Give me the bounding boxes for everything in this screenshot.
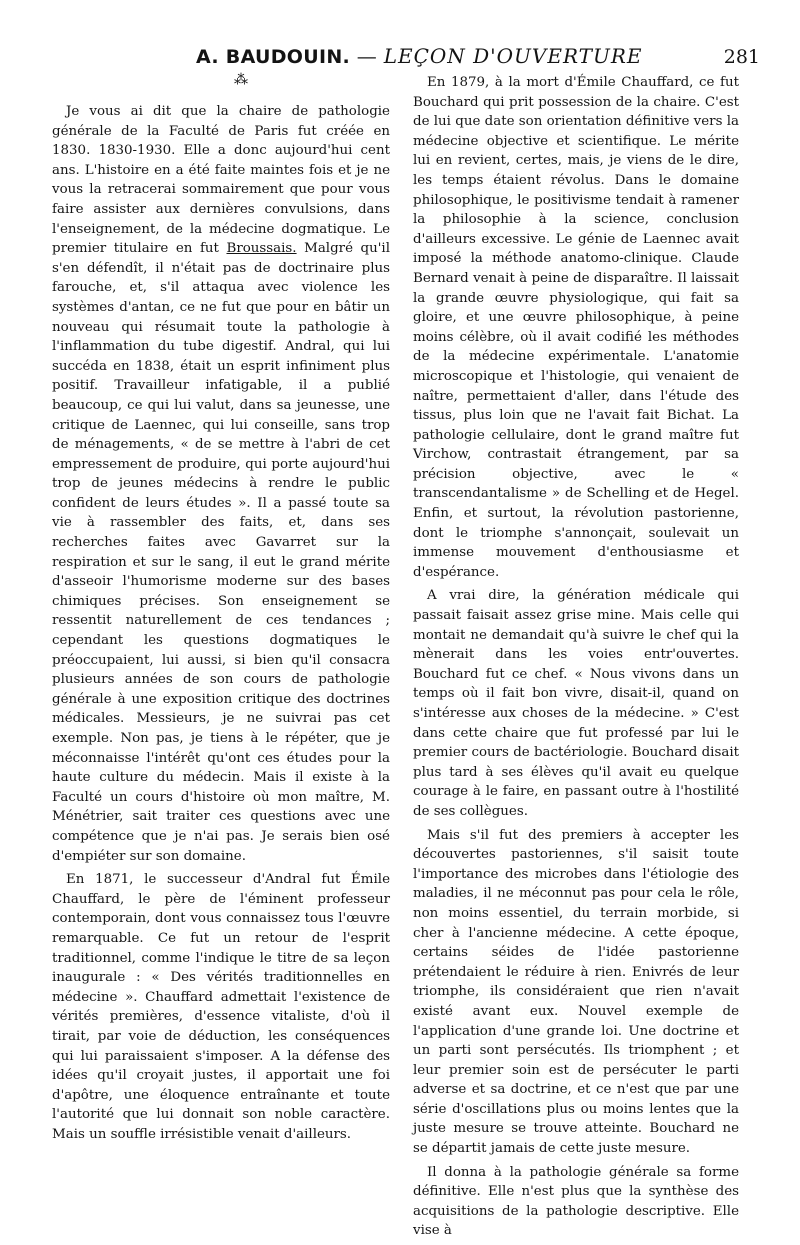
title-separator: — (350, 44, 384, 68)
underlined-name: Broussais. (226, 241, 297, 257)
paragraph: Il donna à la pathologie générale sa forme définitive. Elle n'est plus que la synthèse des acquisitions de la pathologie descriptive. Elle vise à (413, 1164, 739, 1239)
left-column (52, 102, 390, 1148)
paragraph: En 1879, à la mort d'Émile Chauffard, ce fut Bouchard qui prit possession de la chaire. C'est de lui que date son orientation définitive vers la médecine objective et scientifique. Le mérite lui en revient, certes, mais, je viens de le dire, les temps étaient révolus. Dans le domaine philosophique, le positivisme tendait à ramener la philosophie à la science, conclusion d'ailleurs excessive. Le génie de Laennec avait imposé la méthode anatomo-clinique. Claude Bernard venait à peine de disparaître. Il laissait la grande œuvre physiologique, qui fait sa gloire, et une œuvre philosophique, à peine moins célèbre, où il avait codifié les méthodes de la médecine expérimentale. L'anatomie microscopique et l'histologie, qui venaient de naître, permettaient d'aller, dans l'étude des tissus, plus loin que ne l'avait fait Bichat. La pathologie cellulaire, dont le grand maître fut Virchow, contrastait étrangement, par sa précision objective, avec le « transcendantalisme » de Schelling et de Hegel. Enfin, et surtout, la révolution pastorienne, dont le triomphe s'annonçait, soulevait un immense mouvement d'enthousiasme et d'espérance. (413, 75, 739, 580)
running-title (196, 44, 643, 68)
paragraph (52, 102, 390, 866)
paragraph-text: Je vous ai dit que la chaire de pathologie générale de la Faculté de Paris fut créée en 1830. 1830-1930. Elle a donc aujourd'hui cent ans. L'histoire en a été faite maintes fois et je ne vous la retracerai sommairement que pour vous faire assister aux dernières convulsions, dans l'enseignement, de la médecine dogmatique. Le premier titulaire en fut (52, 104, 390, 257)
lecture-title: LEÇON D'OUVERTURE (383, 44, 643, 68)
right-column (413, 73, 739, 1245)
page-number: 281 (723, 46, 760, 68)
asterism-ornament: ⁂ (234, 72, 248, 88)
paragraph: Mais s'il fut des premiers à accepter les découvertes pastoriennes, s'il saisit toute l'importance des microbes dans l'étiologie des maladies, il ne méconnut pas pour cela le rôle, non moins essentiel, du terrain morbide, si cher à l'ancienne médecine. A cette époque, certains séides de l'idée pastorienne prétendaient le réduire à rien. Enivrés de leur triomphe, ils considéraient que rien n'avait existé avant eux. Nouvel exemple de l'application d'une grande loi. Une doctrine et un parti sont persécutés. Ils triomphent ; et leur premier soin est de persécuter le parti adverse et sa doctrine, et ce n'est que par une série d'oscillations plus ou moins lentes que la juste mesure se trouve atteinte. Bouchard ne se départit jamais de cette juste mesure. (413, 827, 739, 1157)
paragraph: En 1871, le successeur d'Andral fut Émile Chauffard, le père de l'éminent professeur contemporain, dont vous connaissez tous l'œuvre remarquable. Ce fut un retour de l'esprit traditionnel, comme l'indique le titre de sa leçon inaugurale : « Des vérités traditionnelles en médecine ». Chauffard admettait l'existence de vérités premières, d'essence vitaliste, d'où il tirait, par voie de déduction, les conséquences qui lui paraissaient s'imposer. A la défense des idées qu'il croyait justes, il apportait une foi d'apôtre, une éloquence entraînante et toute l'autorité que lui donnait son noble caractère. Mais un souffle irrésistible venait d'ailleurs. (52, 872, 390, 1142)
paragraph: A vrai dire, la génération médicale qui passait faisait assez grise mine. Mais celle qui montait ne demandait qu'à suivre le chef qui la mènerait dans les voies entr'ouvertes. Bouchard fut ce chef. « Nous vivons dans un temps où il fait bon vivre, disait-il, quand on s'intéresse aux choses de la médecine. » C'est dans cette chaire que fut professé par lui le premier cours de bactériologie. Bouchard disait plus tard à ses élèves qu'il avait eu quelque courage à le faire, en passant outre à l'hostilité de ses collègues. (413, 588, 739, 819)
running-head (0, 44, 800, 74)
author-name: A. BAUDOUIN. (196, 46, 351, 68)
paragraph-text: Malgré qu'il s'en défendît, il n'était pas de doctrinaire plus farouche, et, s'il attaqua avec violence les systèmes d'antan, ce ne fut que pour en bâtir un nouveau qui résumait toute la pathologie à l'inflammation du tube digestif. Andral, qui lui succéda en 1838, était un esprit infiniment plus positif. Travailleur infatigable, il a publié beaucoup, ce qui lui valut, dans sa jeunesse, une critique de Laennec, qui lui conseille, sans trop de ménagements, « de se mettre à l'abri de cet empressement de produire, qui porte aujourd'hui trop de jeunes médecins à rendre le public confident de leurs études ». Il a passé toute sa vie à rassembler des faits, et, dans ses recherches faites avec Gavarret sur la respiration et sur le sang, il eut le grand mérite d'asseoir l'humorisme moderne sur des bases chimiques précises. Son enseignement se ressentit naturellement de ces tendances ; cependant les questions dogmatiques le préoccupaient, lui aussi, si bien qu'il consacra plusieurs années de son cours de pathologie générale à une exposition critique des doctrines médicales. Messieurs, je ne suivrai pas cet exemple. Non pas, je tiens à le répéter, que je méconnaisse l'intérêt qu'ont ces études pour la haute culture du médecin. Mais il existe à la Faculté un cours d'histoire où mon maître, M. Ménétrier, sait traiter ces questions avec une compétence que je n'ai pas. Je serais bien osé d'empiéter sur son domaine. (52, 241, 390, 864)
